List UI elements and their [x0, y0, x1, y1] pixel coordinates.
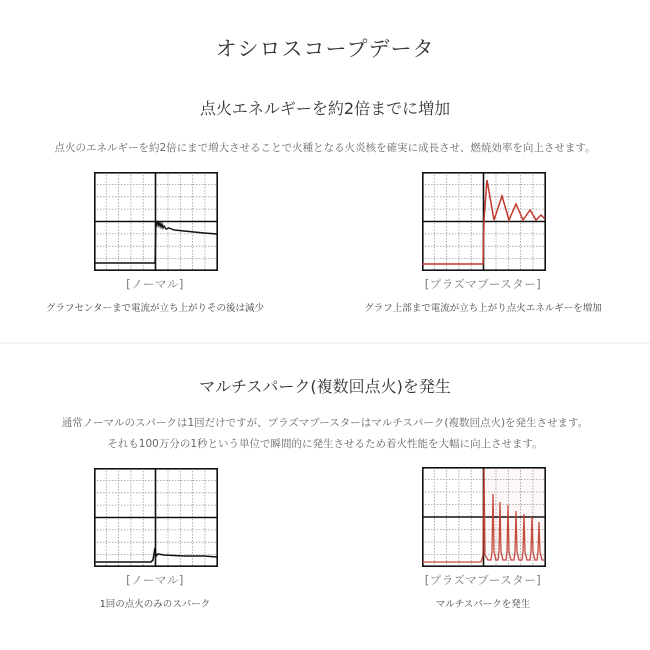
oscilloscope-graph-plasma-energy — [422, 172, 546, 271]
oscilloscope-graph-plasma-spark — [422, 467, 546, 567]
section-description-energy: 点火のエネルギーを約2倍にまで増大させることで火種となる火炎核を確実に成長させ、燃焼効率を向上させます。 — [54, 142, 596, 154]
graph-caption-normal-spark: 1回の点火のみのスパーク — [99, 599, 211, 610]
oscilloscope-graph-normal-spark — [94, 468, 218, 567]
graph-caption-plasma-energy: グラフ上部まで電流が立ち上がり点火エネルギーを増加 — [364, 303, 602, 314]
section-description-multispark-line2: それも100万分の1秒という単位で瞬間的に発生させるため着火性能を大幅に向上させます。 — [107, 438, 543, 450]
section-divider — [0, 342, 650, 344]
graph-label-normal-spark: [ノーマル] — [126, 573, 184, 587]
graph-caption-normal-energy: グラフセンターまで電流が立ち上がりその後は減少 — [45, 303, 265, 314]
section-title-multispark: マルチスパーク(複数回点火)を発生 — [199, 377, 451, 396]
graph-caption-plasma-spark: マルチスパークを発生 — [435, 599, 531, 610]
graph-label-plasma-energy: [プラズマブースター] — [424, 277, 542, 291]
graph-label-plasma-spark: [プラズマブースター] — [424, 573, 542, 587]
page-title: オシロスコープデータ — [215, 37, 435, 61]
section-title-energy: 点火エネルギーを約2倍までに増加 — [199, 99, 451, 118]
section-description-multispark-line1: 通常ノーマルのスパークは1回だけですが、プラズマブースターはマルチスパーク(複数回点火)を発生させます。 — [61, 417, 589, 429]
oscilloscope-graph-normal-energy — [94, 172, 218, 271]
graph-label-normal-energy: [ノーマル] — [126, 277, 184, 291]
